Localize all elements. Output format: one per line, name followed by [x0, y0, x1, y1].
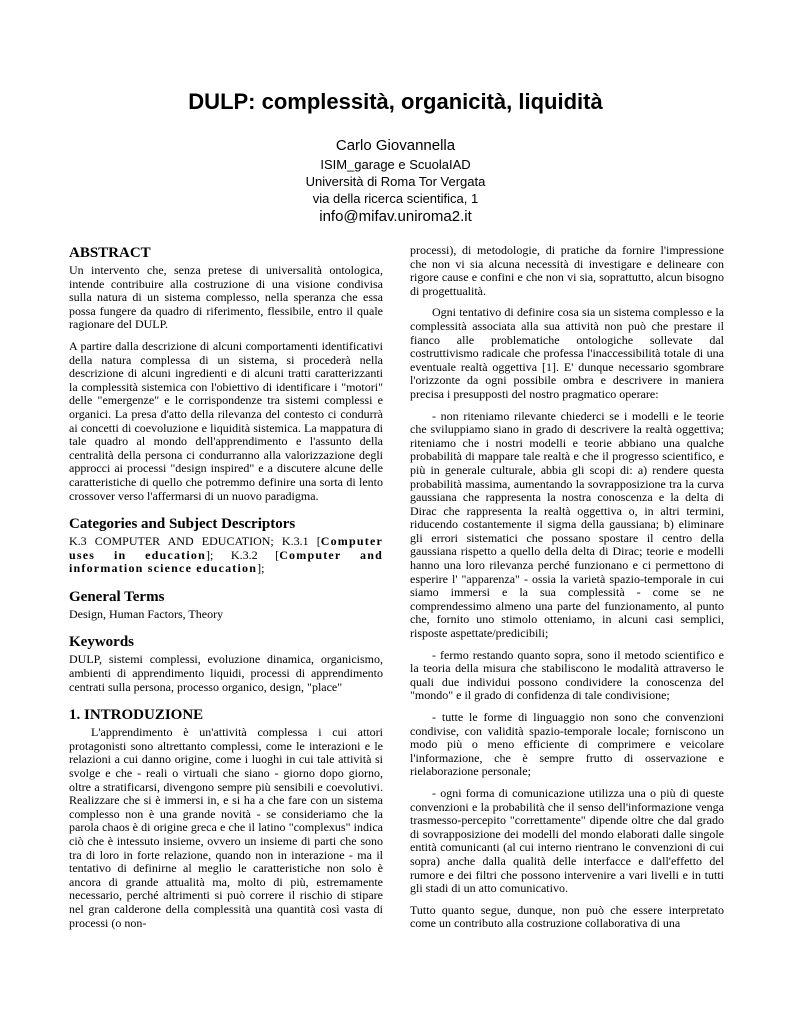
categories-text: [69, 535, 383, 576]
affiliation-line-2: Università di Roma Tor Vergata: [305, 174, 486, 189]
right-paragraph-2: Ogni tentativo di definire cosa sia un sistema complesso e la complessità associata alla sua attività non può che prestare il fianco alle problematiche ontologiche sollevate dal costruttivismo radicale che professa l'inaccessibilità totale di una eventuale realtà oggettiva [1]. E' dunque necessario sgombrare l'orizzonte da ogni possibile ombra e descrivere in maniera precisa i presupposti del nostro pragmatico operare:: [410, 305, 724, 401]
address-line: via della ricerca scientifica, 1: [312, 191, 479, 206]
categories-bold-1: Computer uses in education: [69, 534, 383, 562]
right-paragraph-7: Tutto quanto segue, dunque, non può che essere interpretato come un contributo alla costruzione collaborativa di una: [410, 902, 724, 931]
intro-paragraph-1: L'apprendimento è un'attività complessa i cui attori protagonisti sono altrettanto complessi, come le interazioni e le relazioni a cui danno origine, come i luoghi in cui tale attività si svolge e che - reali o virtuali che siano - giorno dopo giorno, oltre a stratificarsi, divengono sempre più sensibili e coevolutivi. Realizzare che si è immersi in, e si ha a che fare con un sistema complesso non è una grande novità - se consideriamo che la parola chaos è di origine greca e che il latino "complexus" indica ciò che è intessuto insieme, ovvero un insieme di parti che sono tra di loro in forte relazione, quando non in interazione - ma il tentativo di definirne al meglio le caratteristiche non solo è ancora di grande attualità ma, molto di più, estremamente necessario, perché altrimenti si può correre il rischio di stipare nel gran calderone della complessità una quantità così vasta di processi (o non-: [69, 725, 383, 930]
abstract-paragraph-1: Un intervento che, senza pretese di universalità ontologica, intende contribuire alla costruzione di una visione condivisa sulla natura di un sistema complesso, nella speranza che essa possa fungere da quadro di riferimento, flessibile, entro il quale ragionare del DULP.: [69, 263, 383, 332]
author-email: info@mifav.uniroma2.it: [319, 208, 472, 225]
categories-heading: Categories and Subject Descriptors: [69, 516, 296, 533]
affiliation-line-1: ISIM_garage e ScuolaIAD: [320, 157, 471, 172]
intro-heading: 1. INTRODUZIONE: [69, 707, 204, 724]
right-paragraph-1: processi), di metodologie, di pratiche da fornire l'impressione che non vi sia alcuna necessità di investigare e delineare con rigore cause e confini e che non vi sia, soprattutto, alcun bisogno di progettualità.: [410, 243, 724, 298]
abstract-heading: ABSTRACT: [69, 245, 151, 261]
categories-text-3: ];: [257, 561, 265, 576]
abstract-paragraph-2: A partire dalla descrizione di alcuni comportamenti identificativi della natura complessa di un sistema, si procederà nella descrizione di alcuni ingredienti e di alcuni tratti caratterizzanti la complessità sistemica con l'obiettivo di identificare i "motori" delle "emergenze" e le corrispondenze tra sistemi complessi e organici. La presa d'atto della rilevanza del contesto ci condurrà ai concetti di coevoluzione e liquidità sistemica. La mappatura di tale quadro al mondo dell'apprendimento e l'assunto della centralità della persona ci condurranno alla valorizzazione degli approcci ai processi "design inspired" e a discutere alcune delle caratteristiche di quello che potremmo definire una sorta di lento crossover verso l'affermarsi di un nuovo paradigma.: [69, 338, 383, 503]
categories-text-1: K.3 COMPUTER AND EDUCATION; K.3.1 [: [69, 534, 321, 549]
general-terms-heading: General Terms: [69, 588, 165, 605]
general-terms-text: Design, Human Factors, Theory: [69, 606, 224, 621]
paper-title: DULP: complessità, organicità, liquidità: [188, 89, 603, 114]
author-block: [0, 136, 791, 227]
left-column: [69, 244, 383, 938]
keywords-heading: Keywords: [69, 634, 134, 651]
categories-text-2: ]; K.3.2 [: [205, 547, 280, 562]
keywords-text: DULP, sistemi complessi, evoluzione dinamica, organicismo, ambienti di apprendimento liquidi, processi di apprendimento centrati sulla persona, processo organico, design, "place": [69, 652, 383, 694]
right-paragraph-3: - non riteniamo rilevante chiederci se i modelli e le teorie che sviluppiamo siano in grado di descrivere la realtà oggettiva; riteniamo che i nostri modelli e teorie abbiano una qualche probabilità di mappare tale realtà e che il progresso scientifico, e più in generale culturale, abbia gli scopi di: a) rendere questa probabilità massima, aumentando la sovrapposizione tra la curva gaussiana che rappresenta la nostra conoscenza e la delta di Dirac che rappresenta la realtà oggettiva o, in altri termini, riducendo costantemente il sigma della gaussiana; b) eliminare gli errori sistematici che possano spostare il centro della gaussiana rispetto a quello della delta di Dirac; teorie e modelli hanno una loro rilevanza perché funzionano e ci permettono di esperire l' "apparenza" - ossia la varietà spazio-temporale in cui siamo immersi e la sua complessità - come se ne comprendessimo almeno una parte del funzionamento, al punto che, fornito uno stimolo otteniamo, in alcuni casi semplici, risposte aspettate/predicibili;: [410, 408, 724, 641]
author-name: Carlo Giovannella: [335, 137, 456, 154]
right-paragraph-4: - fermo restando quanto sopra, sono il metodo scientifico e la teoria della misura che stabiliscono le modalità attraverso le quali due individui possono condividere la conoscenza del "mondo" e il grado di confidenza di tale condivisione;: [410, 647, 724, 703]
right-column: [410, 244, 724, 939]
right-paragraph-6: - ogni forma di comunicazione utilizza una o più di queste convenzioni e la probabilità che il senso dell'informazione venga trasmesso-percepito "correttamente" dipende oltre che dal grado di sovrapposizione dei modelli del mondo elaborati dalle singole entità comunicanti (al cui interno rientrano le convenzioni di cui sopra) anche dalla qualità delle interfacce e dall'effetto del rumore e dei filtri che possono intervenire a vari livelli e in tutti gli stadi di un atto comunicativo.: [410, 785, 724, 896]
right-paragraph-5: - tutte le forme di linguaggio non sono che convenzioni condivise, con validità spazio-temporale locale; forniscono un modo più o meno efficiente di comprimere e veicolare l'informazione, che è sempre frutto di osservazione e rielaborazione personale;: [410, 710, 724, 779]
categories-bold-2: Computer and information science education: [69, 547, 383, 576]
